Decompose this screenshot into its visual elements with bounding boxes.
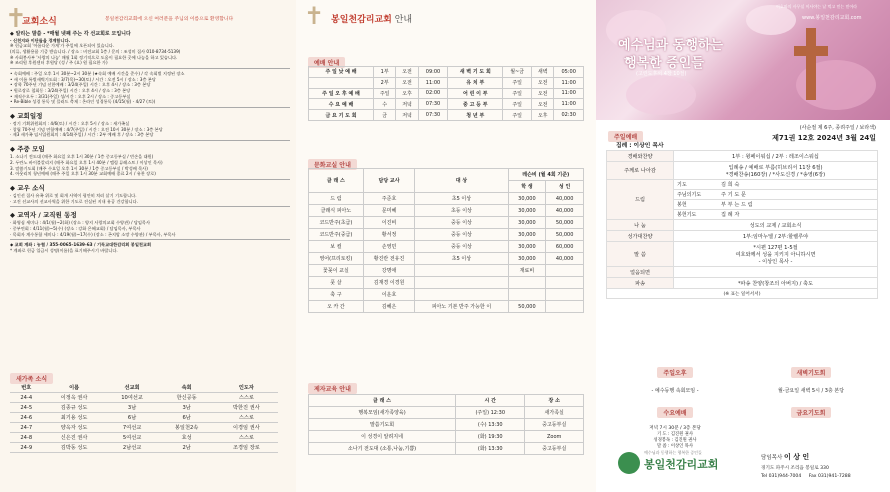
table-row <box>10 413 278 423</box>
table-cell: 이정옥 권사 <box>42 393 105 403</box>
table-cell: 조경임 장로 <box>215 443 278 453</box>
pastor-label: 담임목사 <box>761 455 783 461</box>
table-cell: 30,000 <box>508 193 546 205</box>
table-cell: 11:00 <box>418 77 448 88</box>
table-cell: 저녁 <box>396 99 418 110</box>
wed-box <box>608 400 742 449</box>
dawn-box <box>744 360 878 394</box>
schedule-heading: ◆ 교회일정 <box>10 112 43 121</box>
verse-ref: 여호와의 사무실 이사야는 날 먹고 믿는 믿어라 <box>776 4 858 9</box>
table-cell: 손영민 <box>363 241 414 253</box>
order-label: 얼옴되면 <box>607 267 674 278</box>
table-cell: (수) 13:30 <box>456 419 525 431</box>
table-cell <box>309 77 374 88</box>
table-cell <box>415 277 508 289</box>
table-row <box>309 77 584 88</box>
wed-text: 저녁 7시 30분 / 3층 본당 <box>649 426 701 431</box>
table-row <box>309 277 584 289</box>
col-header: 이름 <box>42 383 105 393</box>
table-cell: 신은진 권사 <box>42 433 105 443</box>
afternoon-box <box>608 360 742 394</box>
table-row <box>309 241 584 253</box>
table-cell <box>546 289 584 301</box>
order-label: 성가대찬양 <box>607 231 674 242</box>
col-header: 클 래 스 <box>309 169 364 193</box>
table-cell: 재료비 <box>508 265 546 277</box>
col-header: 장 소 <box>525 395 584 407</box>
table-cell: 주일 <box>503 110 532 121</box>
title-suffix: 안내 <box>394 15 413 25</box>
website-url: www.봉일천감리교회.com <box>802 15 862 21</box>
table-cell: 50,000 <box>546 229 584 241</box>
table-cell: 40,000 <box>546 205 584 217</box>
table-cell: 3남 <box>158 403 214 413</box>
edu-section <box>308 376 357 395</box>
contact-line <box>761 474 851 479</box>
table-row <box>309 301 584 313</box>
table-cell: 05:00 <box>554 67 584 78</box>
news-line: • 재직수오두 : 3/31(주일) 성/시간 : 오후 2시 / 장소 : 중고등부실 <box>10 93 131 99</box>
order-label: 경배와찬양 <box>607 151 674 162</box>
table-row <box>309 431 584 443</box>
table-cell: 6남 <box>106 413 159 423</box>
pastor-line <box>761 452 809 462</box>
table-row <box>607 242 878 267</box>
members-heading: ◆ 교우 소식 <box>10 183 45 192</box>
table-cell: 40,000 <box>546 193 584 205</box>
table-cell: 금 요 기 도 회 <box>309 110 374 121</box>
table-cell: 이진비 <box>363 217 414 229</box>
weekly-heading: ◆ 주중 모임 <box>10 145 45 154</box>
table-cell: 황서정 <box>363 229 414 241</box>
table-cell: 11:00 <box>554 99 584 110</box>
notice-line: · 신천지와 이단들을 경계합니다. <box>10 37 71 43</box>
table-cell: 2남 <box>158 443 214 453</box>
prayer-value: 주 기 도 문 <box>721 192 746 198</box>
hero-line1: 예수님과 동행하는 <box>618 38 723 53</box>
issue-line: 제71권 12호 2024년 3월 24일 <box>772 134 876 142</box>
bank-note: * 계좌로 헌금 입금시 성명(이름)을 표기해주시기 바랍니다. <box>10 247 118 253</box>
news-title: 교회소식 <box>22 17 57 27</box>
table-cell: 축 구 <box>309 289 364 301</box>
table-cell: 30,000 <box>508 217 546 229</box>
news-line: • 장학 70주년 기념 선한예배 : 3/24(주일) 시간 : 오후 4시 / 장소 : 3층 본당 <box>10 82 151 88</box>
table-row <box>309 205 584 217</box>
table-row <box>607 151 878 162</box>
table-cell: 새벽 <box>532 67 554 78</box>
table-cell: 영어(프리토킹) <box>309 253 364 265</box>
col-header: 선교회 <box>106 383 159 393</box>
table-row <box>10 433 278 443</box>
table-cell: 이경임 권사 <box>215 423 278 433</box>
preside-label: 집례 : 이상인 목사 <box>616 143 664 149</box>
hero-line2: 행복한 증인들 <box>624 56 704 71</box>
table-cell: 11:00 <box>554 88 584 99</box>
table-cell: 주일 <box>503 99 532 110</box>
table-cell: 행복모임(새가족양육) <box>309 407 456 419</box>
table-row <box>309 67 584 78</box>
table-cell: 오전 <box>532 77 554 88</box>
table-cell: 이 성경이 알려지네 <box>309 431 456 443</box>
table-row <box>10 403 278 413</box>
prayer-cell <box>674 210 878 220</box>
table-cell: 02:00 <box>418 88 448 99</box>
hero-sub: (고린도후서 4장 10절) <box>636 71 687 77</box>
table-cell: 피아노 기본 반주 가능한 이 <box>415 301 508 313</box>
table-row <box>309 407 584 419</box>
prayer-value: 김 희 숙 <box>721 182 740 188</box>
staff-item: · 목회자 계수통합 세미나 : 4/19(월)~17(수) (장소 : 곤지암 소망 수양관) / 부목사, 부목사 <box>10 231 176 237</box>
dawn-text: 월-금요일 새벽 5시 / 3층 본당 <box>777 388 845 394</box>
table-row <box>309 289 584 301</box>
table-cell: 09:00 <box>418 67 448 78</box>
order-table <box>606 150 878 299</box>
table-cell: 주일 <box>503 77 532 88</box>
table-cell: 김재경 이경원 <box>363 277 414 289</box>
family-label: 새가족 소식 <box>10 373 53 384</box>
table-cell: 말씀기도회 <box>309 419 456 431</box>
tel: Tel 031)944-7004 <box>761 474 802 479</box>
prayer-group-label: 드림 <box>607 180 674 220</box>
table-cell: 유 치 부 <box>448 77 503 88</box>
sunday-label: 주일예배 <box>608 131 643 142</box>
table-cell: 오후 <box>396 88 418 99</box>
order-value: 입례송 / 예배로 부름(히브리서 11장 6절) *경배찬송(160장) / *사도신경 / *송영(6장) <box>674 162 878 180</box>
table-cell: 양옥자 성도 <box>42 423 105 433</box>
table-cell: 주 일 오 후 예 배 <box>309 88 374 99</box>
col-header: 클 래 스 <box>309 395 456 407</box>
worship-label: 예배 안내 <box>308 57 345 68</box>
fri-label: 금요기도회 <box>791 407 832 418</box>
table-cell: 50,000 <box>508 301 546 313</box>
fax: Fax 031)941-7288 <box>808 474 851 479</box>
table-cell: 11:00 <box>554 77 584 88</box>
table-cell: 한신공동 <box>158 393 214 403</box>
table-cell: 02:30 <box>554 110 584 121</box>
guide-title <box>331 12 412 25</box>
order-label: 주께로 나아감 <box>607 162 674 180</box>
table-cell: 07:30 <box>418 99 448 110</box>
table-cell: 문미혜 <box>363 205 414 217</box>
table-cell: 수 요 예 배 <box>309 99 374 110</box>
table-row <box>10 423 278 433</box>
table-row <box>309 229 584 241</box>
table-row <box>309 419 584 431</box>
table-cell: 7여선교 <box>106 423 159 433</box>
table-cell: 중등 이상 <box>415 241 508 253</box>
table-cell: 오전 <box>396 77 418 88</box>
table-cell: 10여선교 <box>106 393 159 403</box>
table-cell: 새 벽 기 도 회 <box>448 67 503 78</box>
table-cell: 수 <box>374 99 396 110</box>
issue-meta: (사순절 제 6주, 종려주일 / 보라색) <box>799 125 876 131</box>
notice-line: ※ 헌금교회 '아름다운 가게'가 주일에 오픈되어 있습니다. <box>10 43 115 49</box>
table-cell: 풋 살 <box>309 277 364 289</box>
table-cell: 24-6 <box>10 413 42 423</box>
table-cell: 1부 <box>374 67 396 78</box>
col-header: 시 간 <box>456 395 525 407</box>
table-cell: 30,000 <box>508 253 546 265</box>
table-cell: 스스로 <box>215 413 278 423</box>
table-row <box>309 253 584 265</box>
table-row <box>607 289 878 299</box>
staff-item: · 중부연회 : 4/11(월)~5(수) (장소 : 강화 은혜교회) / 담임목사, 부목사 <box>10 225 141 231</box>
table-cell: 중 고 등 부 <box>448 99 503 110</box>
notice-line: ※ 사회봉사부 '사랑의 나눔' 매월 1회 정기적으로 도움이 필요한 곳에 나눔을 하고 있습니다. <box>10 54 178 60</box>
table-cell <box>508 289 546 301</box>
table-row <box>607 220 878 231</box>
pastor-name: 이 상 인 <box>784 453 810 461</box>
table-cell: 코드반주(중급) <box>309 229 364 241</box>
table-row <box>309 217 584 229</box>
notices-block <box>10 31 290 254</box>
col-header: 성 인 <box>546 181 584 193</box>
table-cell: (화) 19:30 <box>456 431 525 443</box>
table-cell: 6남 <box>158 413 214 423</box>
table-row <box>10 393 278 403</box>
table-cell: 보 컬 <box>309 241 364 253</box>
table-cell <box>508 277 546 289</box>
staff-heading: ◆ 교역자 / 교직원 동정 <box>10 211 77 220</box>
table-row <box>10 443 278 453</box>
prayer-label: 봉헌기도 <box>677 212 697 218</box>
order-value: 1부:임마누엘 / 2부:할렐루야 <box>674 231 878 242</box>
table-cell: 초5 이상 <box>415 193 508 205</box>
table-header-row <box>10 383 278 393</box>
order-value: *시편 127편 1-5절 여호와께서 성을 지키지 아니하시면 - 이상인 목사 - <box>674 242 878 267</box>
table-cell: 초등 이상 <box>415 205 508 217</box>
schedule-item: · 창립 70주년 기념 연합예배 : 4/7(주일) / 시간 : 오전 10시 30분 / 장소 : 3층 본당 <box>10 126 163 132</box>
notice-line: ◆ 알리는 말씀 - *매월 넷째 주는 각 선교회로 모입니다 <box>10 31 131 37</box>
bulletin-cover-page <box>596 0 890 492</box>
table-cell: 오 카 간 <box>309 301 364 313</box>
members-item: · 김인선 집사 유족 위로 및 회개 사역이 평안히 치러 살기 기도합니다. <box>10 192 137 198</box>
table-cell: 주 일 낮 예 배 <box>309 67 374 78</box>
table-cell: 오전 <box>532 88 554 99</box>
table-cell: 2남선교 <box>106 443 159 453</box>
table-cell: 황진란 전유진 <box>363 253 414 265</box>
staff-item: · 화영심 세미나 : 4/1(월)~2(화) (장소 : 양지 사랑의교회 수양관) / 담임목사 <box>10 220 151 226</box>
table-cell: 드 럼 <box>309 193 364 205</box>
church-tagline: 예수님과 동행하는 행복한 증인들 <box>644 450 702 455</box>
table-cell: 주일 <box>374 88 396 99</box>
table-row <box>309 110 584 121</box>
table-cell: 저녁 <box>396 110 418 121</box>
table-cell: 24-8 <box>10 433 42 443</box>
table-row <box>309 265 584 277</box>
schedule-item: · 제3 새가족 임시입원회의 : 4/14(주일) / 시간 : 2부 예배 후 / 장소 : 3층 본당 <box>10 132 154 138</box>
guide-page <box>296 0 596 492</box>
table-cell: 코드반주(초급) <box>309 217 364 229</box>
table-cell: 60,000 <box>546 241 584 253</box>
table-cell: 새가족실 <box>525 407 584 419</box>
col-header: 번호 <box>10 383 42 393</box>
table-row <box>607 180 878 190</box>
afternoon-label: 주일오후 <box>657 367 692 378</box>
love-cross-logo <box>794 28 828 100</box>
table-cell: 스스로 <box>215 433 278 443</box>
table-cell <box>546 301 584 313</box>
col-header: 인도자 <box>215 383 278 393</box>
table-cell: 김혜은 <box>363 301 414 313</box>
col-header: 담당 교사 <box>363 169 414 193</box>
table-cell: 중고등부실 <box>525 443 584 455</box>
weekly-item: 2. 두란노 바이블칼리지 (매주 화요일 오후 1시 40분 / 엘림 류레스트 / 이상인 목사) <box>10 159 163 165</box>
weekly-item: 1. 소나기 전도대 (매주 화요일 오후 1시 30분 / 1층 중고등부실 / 빈손을 대원) <box>10 154 154 160</box>
schedule-item: · 정기 기획위원회의 : 4/6(토) / 시간 : 오후 5시 / 장소 : 새가족실 <box>10 121 130 127</box>
table-cell <box>546 265 584 277</box>
table-row <box>607 162 878 180</box>
prayer-cell <box>674 190 878 200</box>
col-header: 속회 <box>158 383 214 393</box>
table-row <box>309 88 584 99</box>
notice-line: ※ 조리원 후원센터 후원당 (성 / 주 (요) 원 필요한 가) <box>10 60 108 66</box>
order-value: 성도의 교제 / 교회소식 <box>674 220 878 231</box>
table-cell: 24-7 <box>10 423 42 433</box>
table-cell: 5여선교 <box>106 433 159 443</box>
family-table <box>10 383 278 453</box>
table-cell: 꽃꽂이 교실 <box>309 265 364 277</box>
table-cell: 금 <box>374 110 396 121</box>
table-row <box>607 278 878 289</box>
table-cell: 스스로 <box>215 393 278 403</box>
table-cell: 어 린 이 부 <box>448 88 503 99</box>
order-label: 파송 <box>607 278 674 289</box>
col-header: 학 생 <box>508 181 546 193</box>
address: 경기도 파주시 조리읍 봉일로 330 <box>761 466 829 471</box>
table-cell: 효성 <box>158 433 214 443</box>
order-value: *파송 찬양(창조의 아버지) / 축도 <box>674 278 878 289</box>
table-cell: 초5 이상 <box>415 253 508 265</box>
table-cell: 중등 이상 <box>415 229 508 241</box>
table-cell: 오후 <box>532 110 554 121</box>
notice-line: (의류, 생활용품 기증 받습니다. / 장소 : 비전교회 1층 / 문의 : 조성미 집사 010-8734-5139) <box>10 49 181 55</box>
table-cell: 클래식 피아노 <box>309 205 364 217</box>
table-cell: 24-4 <box>10 393 42 403</box>
church-news-page <box>0 0 296 492</box>
table-cell: 청 년 부 <box>448 110 503 121</box>
table-cell: 주준호 <box>363 193 414 205</box>
table-cell: 이운호 <box>363 289 414 301</box>
members-item: · 고진 선교사의 선교사역을 위한 기도로 진실된 지내 유공 건강합니다. <box>10 198 138 204</box>
news-line: • Re-Bible 성경 통독 및 플러드 축제 : 온라인 성경통독 (4/15(월) - 4/27 (토)) <box>10 99 156 105</box>
prayer-label: 주님의기도 <box>677 192 702 198</box>
table-cell: 강명애 <box>363 265 414 277</box>
news-line: • 원로장로 철회동 : 3/24(주일) 시간 : 오후 4시 / 장소 : 3층 본당 <box>10 88 131 94</box>
table-cell: Zoom <box>525 431 584 443</box>
prayer-label: 봉헌 <box>677 202 687 208</box>
prayer-label: 기도 <box>677 182 687 188</box>
church-logo-icon <box>618 452 640 474</box>
table-cell: 3남 <box>106 403 159 413</box>
order-value: 1부 : 윙페이워십 / 2부 : 레조이스워십 <box>674 151 878 162</box>
table-cell: 오전 <box>532 99 554 110</box>
worship-table <box>308 66 584 121</box>
table-cell: 오전 <box>396 67 418 78</box>
table-cell: 주일 <box>503 88 532 99</box>
wed-label: 수요예배 <box>657 407 692 418</box>
table-cell: 30,000 <box>508 241 546 253</box>
cross-icon: ✝ <box>5 4 27 34</box>
col-header: 대 상 <box>415 169 508 193</box>
dawn-label: 새벽기도회 <box>791 367 832 378</box>
table-cell: 50,000 <box>546 217 584 229</box>
table-cell: 중등 이상 <box>415 217 508 229</box>
table-cell <box>415 265 508 277</box>
table-cell: 봉일천2속 <box>158 423 214 433</box>
news-line: • 속회예배 : 주일 오후 1시 30분~2시 30분 (★속회 예배 시간을 준수) / 각 속회별 지정된 장소 <box>10 71 185 77</box>
table-cell: 30,000 <box>508 205 546 217</box>
fri-box <box>744 400 878 419</box>
table-cell: 24-5 <box>10 403 42 413</box>
table-cell <box>415 289 508 301</box>
cross-icon: ✝ <box>304 2 325 30</box>
church-name: 봉일천감리교회 <box>331 15 392 25</box>
table-row <box>309 99 584 110</box>
afternoon-text: - 예수등행 속회모임 - <box>651 388 699 394</box>
table-cell: 월~금 <box>503 67 532 78</box>
hero-banner <box>596 0 890 120</box>
edu-label: 제자교육 안내 <box>308 383 357 394</box>
table-cell: 30,000 <box>508 229 546 241</box>
news-line: • 새 이름 특별새벽기도회 : 3/7(목)~30(토) / 시간 : 오전 5시 / 장소 : 3층 본당 <box>10 76 156 82</box>
order-label: 말 씀 <box>607 242 674 267</box>
news-subtitle: 봉일천감리교회에 오신 여러분을 주님의 이름으로 환영합니다 <box>105 17 234 22</box>
table-cell: (화) 13:30 <box>456 443 525 455</box>
table-cell: 소나기 전도대 (소통,나눔,기쁨) <box>309 443 456 455</box>
weekly-item: 3. 말씀기도회 (매주 수요일 오후 1시 30분 / 1층 중고등부실 / 박성배 목사) <box>10 165 148 171</box>
table-row <box>607 267 878 278</box>
culture-table <box>308 168 584 313</box>
edu-table <box>308 394 584 455</box>
weekly-item: 4. 아웃리치 청년예배 (매주 주일 오후 1시 30분 교회예배 종료 2시 / 유찬 장로) <box>10 171 156 177</box>
table-row <box>309 443 584 455</box>
prayer-cell <box>674 200 878 210</box>
church-name-footer: 봉일천감리교회 <box>644 458 719 471</box>
table-cell: 김종규 성도 <box>42 403 105 413</box>
table-cell: 최기용 성도 <box>42 413 105 423</box>
col-header: 레슨비 (월 4회 기준) <box>508 169 583 181</box>
order-value <box>674 267 878 278</box>
culture-label: 문화교실 안내 <box>308 159 357 170</box>
table-cell <box>546 277 584 289</box>
order-label: 나 눔 <box>607 220 674 231</box>
wed-detail: 기 도 : 김진원 권사 성경봉독 : 김진원 권사 말 씀 : 이상인 목사 <box>653 432 697 449</box>
prayer-cell <box>674 180 878 190</box>
table-cell: 2부 <box>374 77 396 88</box>
table-cell: 40,000 <box>546 253 584 265</box>
table-cell: 24-9 <box>10 443 42 453</box>
bank-account: ◆ 교회 계좌 : 농협 / 355-0065-1639-63 / 기독교대한감리회 봉일천교회 <box>10 242 152 248</box>
prayer-value: 부 부 는 드 림 <box>721 202 753 208</box>
table-cell: 김박동 성도 <box>42 443 105 453</box>
order-note: (※ 표는 일어서서) <box>607 289 878 299</box>
table-cell: 박한진 권사 <box>215 403 278 413</box>
table-cell: 07:30 <box>418 110 448 121</box>
table-row <box>607 231 878 242</box>
table-cell: 중고등부실 <box>525 419 584 431</box>
table-cell: (주일) 12:30 <box>456 407 525 419</box>
table-row <box>309 193 584 205</box>
prayer-value: 집 례 자 <box>721 212 740 218</box>
